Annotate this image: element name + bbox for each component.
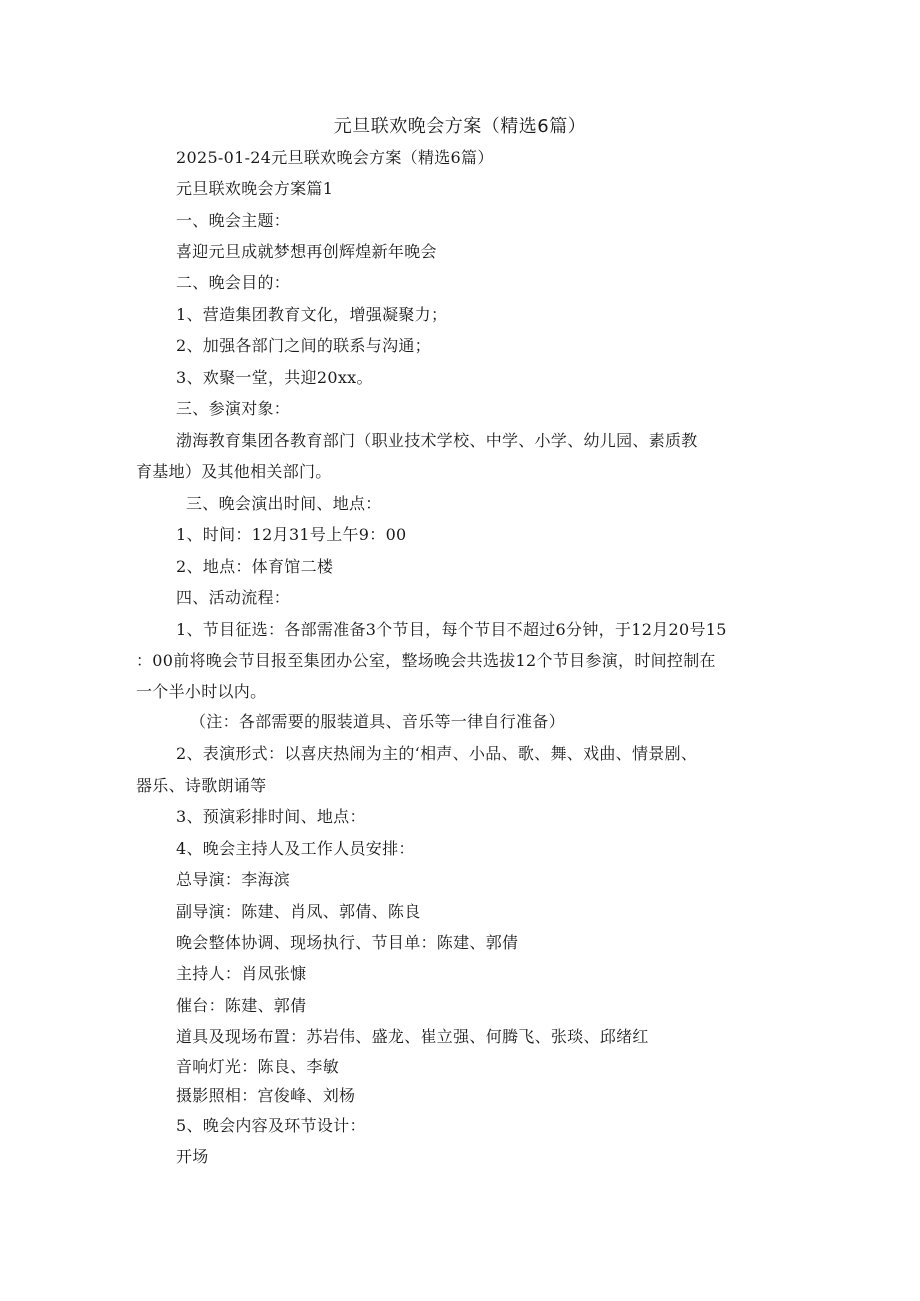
publish-date-line: 2025-01-24元旦联欢晚会方案（精选6篇） bbox=[176, 148, 494, 167]
paragraph-line: 一个半小时以内。 bbox=[136, 682, 267, 701]
staff-line: 晚会整体协调、现场执行、节目单：陈建、郭倩 bbox=[176, 933, 519, 952]
paragraph-line: 1、节目征选：各部需准备3个节目，每个节目不超过6分钟，于12月20号15 bbox=[176, 620, 727, 639]
paragraph-line: 1、时间：12月31号上午9：00 bbox=[176, 525, 407, 544]
item-heading: 一、晚会主题： bbox=[176, 211, 291, 230]
document-title: 元旦联欢晚会方案（精选6篇） bbox=[333, 116, 587, 137]
item-heading: 二、晚会目的： bbox=[176, 273, 291, 292]
paragraph-line: 育基地）及其他相关部门。 bbox=[136, 462, 332, 481]
item-heading: 四、活动流程： bbox=[176, 588, 291, 607]
staff-line: 总导演：李海滨 bbox=[176, 870, 291, 889]
paragraph-line: 2、加强各部门之间的联系与沟通； bbox=[176, 336, 431, 355]
paragraph-line: 2、表演形式：以喜庆热闹为主的‘相声、小品、歌、舞、戏曲、情景剧、 bbox=[176, 744, 698, 763]
item-heading: 三、参演对象： bbox=[176, 399, 291, 418]
staff-line: 副导演：陈建、肖凤、郭倩、陈良 bbox=[176, 902, 421, 921]
paragraph-line: 开场 bbox=[176, 1147, 209, 1166]
section-heading: 元旦联欢晚会方案篇1 bbox=[176, 179, 334, 198]
staff-line: 催台：陈建、郭倩 bbox=[176, 996, 307, 1015]
paragraph-line: 1、营造集团教育文化，增强凝聚力； bbox=[176, 305, 448, 324]
staff-line: 摄影照相：宫俊峰、刘杨 bbox=[176, 1086, 356, 1105]
paragraph-line: 4、晚会主持人及工作人员安排： bbox=[176, 839, 415, 858]
paragraph-line: 2、地点：体育馆二楼 bbox=[176, 557, 334, 576]
paragraph-line: 3、欢聚一堂，共迎20xx。 bbox=[176, 368, 373, 387]
paragraph-line: ：00前将晚会节目报至集团办公室，整场晚会共选拔12个节目参演，时间控制在 bbox=[136, 651, 716, 670]
staff-line: 音响灯光：陈良、李敏 bbox=[176, 1057, 340, 1076]
staff-line: 主持人：肖凤张慷 bbox=[176, 964, 307, 983]
paragraph-line: 渤海教育集团各教育部门（职业技术学校、中学、小学、幼儿园、素质教 bbox=[176, 431, 698, 450]
staff-line: 道具及现场布置：苏岩伟、盛龙、崔立强、何腾飞、张琰、邱绪红 bbox=[176, 1027, 649, 1046]
note-line: （注：各部需要的服装道具、音乐等一律自行准备） bbox=[190, 712, 565, 731]
paragraph-line: 3、预演彩排时间、地点： bbox=[176, 807, 366, 826]
paragraph-line: 5、晚会内容及环节设计： bbox=[176, 1116, 366, 1135]
paragraph-line: 喜迎元旦成就梦想再创辉煌新年晚会 bbox=[176, 242, 437, 261]
paragraph-line: 器乐、诗歌朗诵等 bbox=[136, 776, 267, 795]
item-heading: 三、晚会演出时间、地点： bbox=[186, 494, 382, 513]
